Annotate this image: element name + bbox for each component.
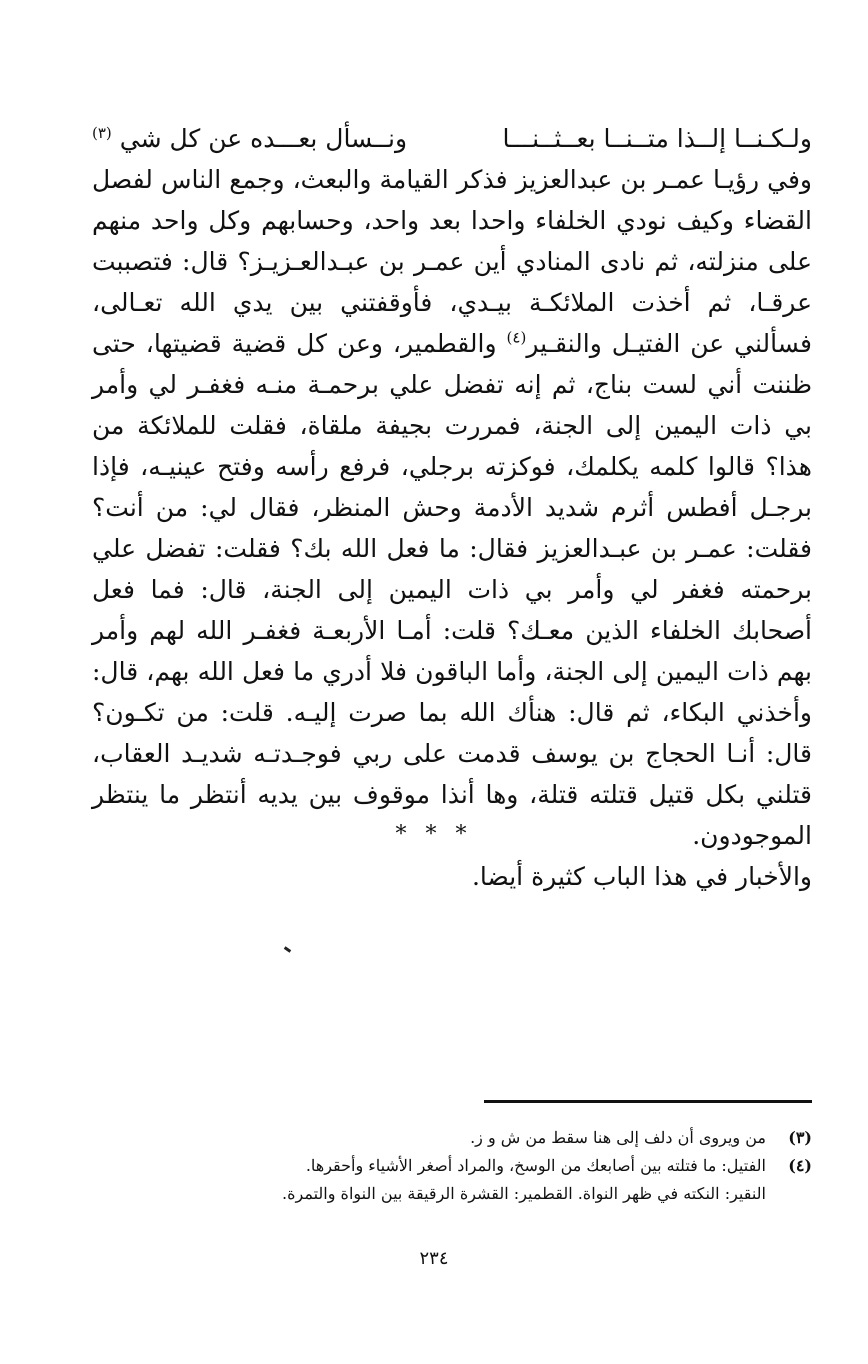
verse-hemistich-left-text: ونــسأل بعـــده عن كل شي	[119, 124, 408, 153]
section-separator: * * *	[395, 822, 473, 847]
paragraph-2: والأخبار في هذا الباب كثيرة أيضا.	[471, 862, 812, 891]
footnote-4	[150, 1152, 812, 1180]
paragraph-1-continuation: والقطمير، وعن كل قضية قضيتها، حتى ظننت أني لست بناج، ثم إنه تفضل علي برحمـة منـه فغفـر لي وأمر بي ذات اليمين إلى الجنة، فمررت بجيفة ملقاة، فقلت للملائكة من هذا؟ قالوا كلمه يكلمك، فوكزته برجلي، فرفع رأسه وفتح عينيـه، فإذا برجـل أفطس أثرم شديد الأدمة وحش المنظر، فقال لي: من أنت؟ فقلت: عمـر بن عبـدالعزيز فقال: ما فعل الله بك؟ فقلت: تفضل علي برحمته فغفر لي وأمر بي ذات اليمين إلى الجنة، قال: فما فعل أصحابك الخلفاء الذين معـك؟ قلت: أمـا الأربعـة فغفـر الله لهم وأمر بهم ذات اليمين إلى الجنة، وأما الباقون فلا أدري ما فعل الله بهم، قال: وأخذني البكاء، ثم قال: هنأك الله بما صرت إليـه. قلت: من تكـون؟ قال: أنـا الحجاج بن يوسف قدمت على ربي فوجـدتـه شديـد العقاب، قتلني بكل قتيل قتلته قتلة، وها أنذا موقوف بين يديه أنتظر ما ينتظر الموجودون.	[92, 329, 812, 850]
footnote-text: الفتيل: ما فتلته بين أصابعك من الوسخ، والمراد أصغر الأشياء وأحقرها.	[305, 1156, 766, 1175]
footnotes	[150, 1124, 812, 1208]
footnote-rule	[484, 1100, 812, 1103]
footnote-ref-4[interactable]: (٤)	[506, 328, 527, 347]
page-number: ٢٣٤	[419, 1248, 449, 1269]
verse-hemistich-left: ونــسأل بعـــده عن كل شي (٣)	[92, 118, 407, 159]
footnote-3	[150, 1124, 812, 1152]
scan-speck	[284, 946, 291, 952]
main-text	[92, 118, 812, 897]
footnote-text: من ويروى أن دلف إلى هنا سقط من ش و ز.	[470, 1128, 766, 1147]
footnote-number: (٤)	[788, 1156, 812, 1175]
footnote-number: (٣)	[788, 1128, 812, 1147]
paragraph-1-text: وفي رؤيـا عمـر بن عبدالعزيز فذكر القيامة والبعث، وجمع الناس لفصل القضاء وكيف نودي الخلفاء واحدا بعد واحد، وحسابهم وكل واحد منهم على منزلته، ثم نادى المنادي أين عمـر بن عبـدالعـزيـز؟ قال: فتصببت عرقـا، ثم أخذت الملائكـة بيـدي، فأوقفتني بين يدي الله تعـالى، فسألني عن الفتيـل والنقـير	[92, 165, 813, 358]
footnote-4-continuation: النقير: النكته في ظهر النواة. القطمير: القشرة الرقيقة بين النواة والتمرة.	[282, 1184, 766, 1203]
verse-hemistich-right: ولـكـنــا إلــذا متــنــا بعــثــنـــا	[502, 124, 812, 153]
paragraph-1	[92, 159, 812, 856]
verse-line	[92, 118, 812, 159]
